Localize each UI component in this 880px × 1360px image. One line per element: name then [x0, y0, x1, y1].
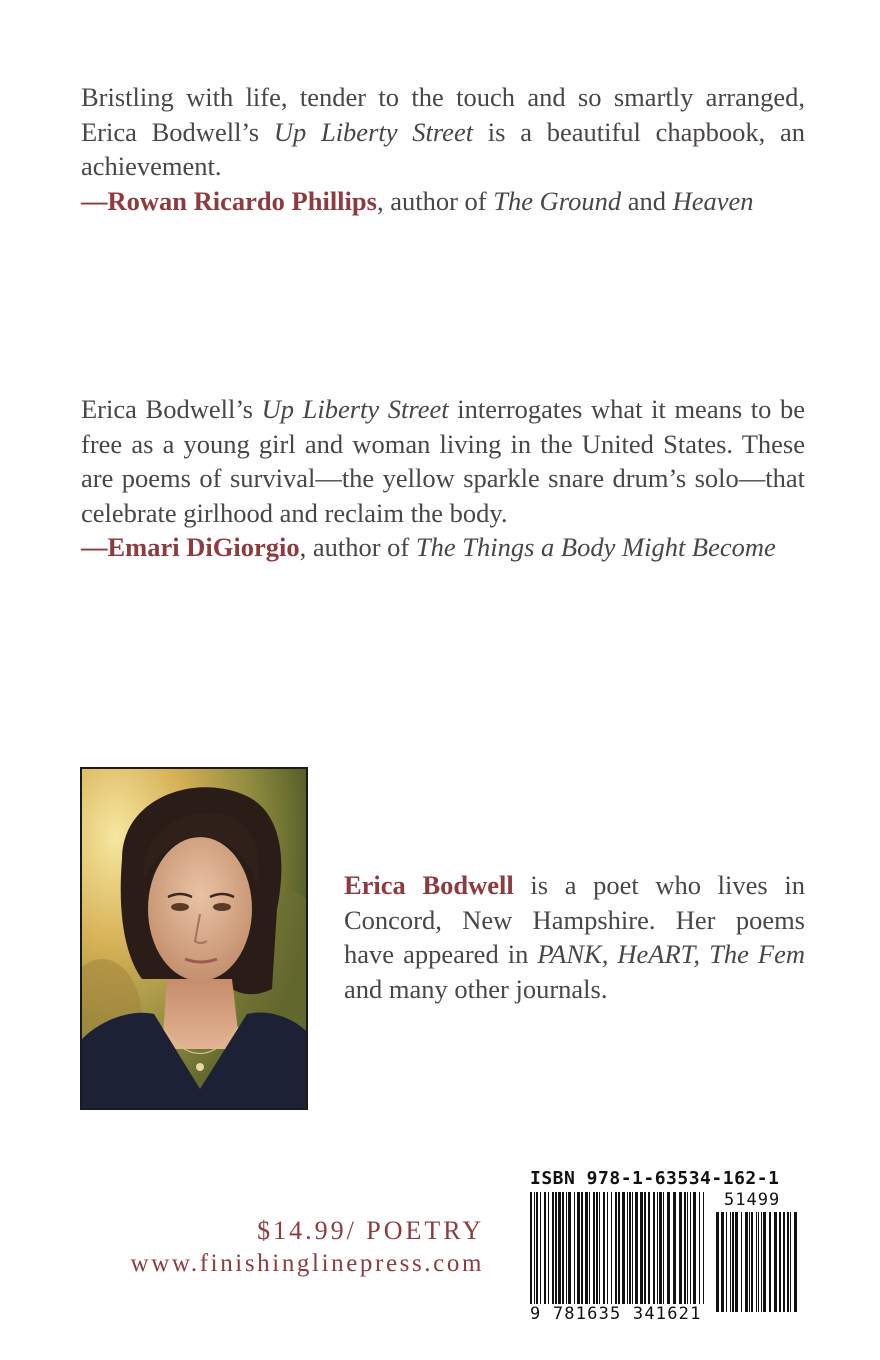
barcode-bar: [555, 1192, 557, 1312]
author-portrait-illustration: [82, 769, 306, 1108]
barcode-bar: [530, 1192, 532, 1312]
blurb-author-name: Rowan Ricardo Phillips: [107, 185, 377, 216]
barcode-bar: [751, 1212, 753, 1312]
journal-names: PANK, HeART, The Fem: [537, 939, 805, 969]
barcode-bar: [735, 1212, 738, 1312]
barcode-bar: [732, 1212, 734, 1312]
blurb-rowan-phillips: [81, 80, 805, 218]
author-bio: [344, 868, 805, 1006]
barcode-bar: [566, 1192, 567, 1312]
blurb-text: is a beautiful chapbook, an achievement.: [81, 116, 806, 181]
barcode-bar: [648, 1192, 650, 1312]
barcode-bar: [568, 1192, 571, 1312]
barcode-bar: [558, 1192, 561, 1312]
barcode-bar: [627, 1192, 628, 1312]
barcode-bar: [684, 1192, 686, 1312]
barcode-bar: [615, 1192, 617, 1312]
isbn-barcode: [528, 1168, 800, 1328]
extension-barcode-bars: [714, 1212, 800, 1312]
barcode-bar: [745, 1212, 748, 1312]
author-book-title: The Ground: [493, 185, 622, 216]
barcode-bar: [562, 1192, 564, 1312]
blurb-emari-digiorgio: [81, 392, 805, 565]
barcode-bar: [577, 1192, 580, 1312]
barcode-bar: [585, 1192, 588, 1312]
barcode-bar: [769, 1212, 771, 1312]
barcode-bar: [758, 1212, 759, 1312]
barcode-bar: [603, 1192, 605, 1312]
price-extension-code: 51499: [724, 1190, 781, 1210]
barcode-bar: [629, 1192, 631, 1312]
barcode-bar: [693, 1192, 696, 1312]
barcode-bar: [593, 1192, 595, 1312]
blurb-quote: [81, 392, 805, 530]
book-title: Up Liberty Street: [261, 394, 449, 424]
barcode-bar: [667, 1192, 670, 1312]
barcode-bar: [635, 1192, 638, 1312]
barcode-bar: [787, 1212, 789, 1312]
barcode-bar: [589, 1192, 590, 1312]
barcode-bar: [540, 1192, 541, 1312]
barcode-bar: [663, 1192, 664, 1312]
attribution-text: , author of: [376, 185, 494, 216]
blurb-text: Bristling with life, tender to the touch and so smartly arranged, Erica Bodwell’s: [81, 82, 805, 147]
ean-barcode-bars: [528, 1192, 708, 1312]
barcode-bar: [644, 1192, 646, 1312]
author-book-title: The Things a Body Might Become: [415, 532, 776, 562]
barcode-bar: [756, 1212, 757, 1312]
barcode-bar: [790, 1212, 791, 1312]
barcode-bar: [599, 1192, 600, 1312]
attribution-text: , author of: [299, 532, 416, 562]
bio-text: [344, 868, 805, 1006]
price-genre: $14.99/ POETRY: [257, 1216, 484, 1245]
barcode-bar: [779, 1212, 781, 1312]
barcode-bar: [544, 1192, 546, 1312]
author-name: Erica Bodwell: [344, 870, 514, 900]
book-title: Up Liberty Street: [273, 116, 474, 147]
bio-text-part: is a poet who lives in Concord, New Hampshire. Her poems have appeared in: [344, 870, 805, 969]
dash: —: [81, 532, 108, 562]
ean-digits: 9 781635 341621: [530, 1304, 702, 1324]
barcode-bar: [794, 1212, 797, 1312]
barcode-bar: [581, 1192, 583, 1312]
barcode-bar: [703, 1192, 704, 1312]
barcode-bar: [574, 1192, 575, 1312]
barcode-bar: [687, 1192, 688, 1312]
barcode-bar: [749, 1212, 750, 1312]
dash: —: [81, 185, 108, 216]
attribution-text: and: [621, 185, 673, 216]
barcode-bar: [730, 1212, 731, 1312]
barcode-bar: [548, 1192, 549, 1312]
publisher-website[interactable]: www.finishinglinepress.com: [130, 1250, 484, 1277]
barcode-bar: [611, 1192, 612, 1312]
barcode-bar: [690, 1192, 691, 1312]
barcode-bar: [699, 1192, 700, 1312]
barcode-bar: [622, 1192, 625, 1312]
blurb-author-name: Emari DiGiorgio: [107, 532, 300, 562]
barcode-bar: [596, 1192, 598, 1312]
barcode-bar: [673, 1192, 676, 1312]
barcode-bar: [761, 1212, 762, 1312]
barcode-bar: [774, 1212, 777, 1312]
blurb-quote: [81, 80, 805, 184]
isbn-number: ISBN 978-1-63534-162-1: [530, 1168, 780, 1189]
barcode-bar: [607, 1192, 608, 1312]
author-book-title: Heaven: [672, 185, 754, 216]
barcode-bar: [679, 1192, 682, 1312]
barcode-bar: [653, 1192, 655, 1312]
blurb-attribution: [81, 184, 805, 219]
barcode-bar: [721, 1212, 724, 1312]
barcode-bar: [632, 1192, 633, 1312]
blurb-attribution: [81, 530, 805, 565]
barcode-bar: [534, 1192, 535, 1312]
blurb-text: Erica Bodwell’s: [81, 394, 262, 424]
barcode-bar: [726, 1212, 727, 1312]
barcode-bar: [657, 1192, 658, 1312]
barcode-bar: [741, 1212, 742, 1312]
bio-text-part: and many other journals.: [344, 973, 608, 1004]
blurb-text: interrogates what it means to be free as a young girl and woman living in the United States. These are poems of survival—the yellow sparkle snare drum’s solo—that celebrate girlhood and reclaim the body.: [81, 394, 806, 528]
author-photo: [80, 767, 308, 1110]
barcode-bar: [783, 1212, 785, 1312]
barcode-bar: [716, 1212, 719, 1312]
barcode-bar: [763, 1212, 766, 1312]
barcode-bar: [536, 1192, 538, 1312]
barcode-bar: [618, 1192, 620, 1312]
barcode-bar: [640, 1192, 643, 1312]
barcode-bar: [552, 1192, 554, 1312]
barcode-bar: [659, 1192, 662, 1312]
